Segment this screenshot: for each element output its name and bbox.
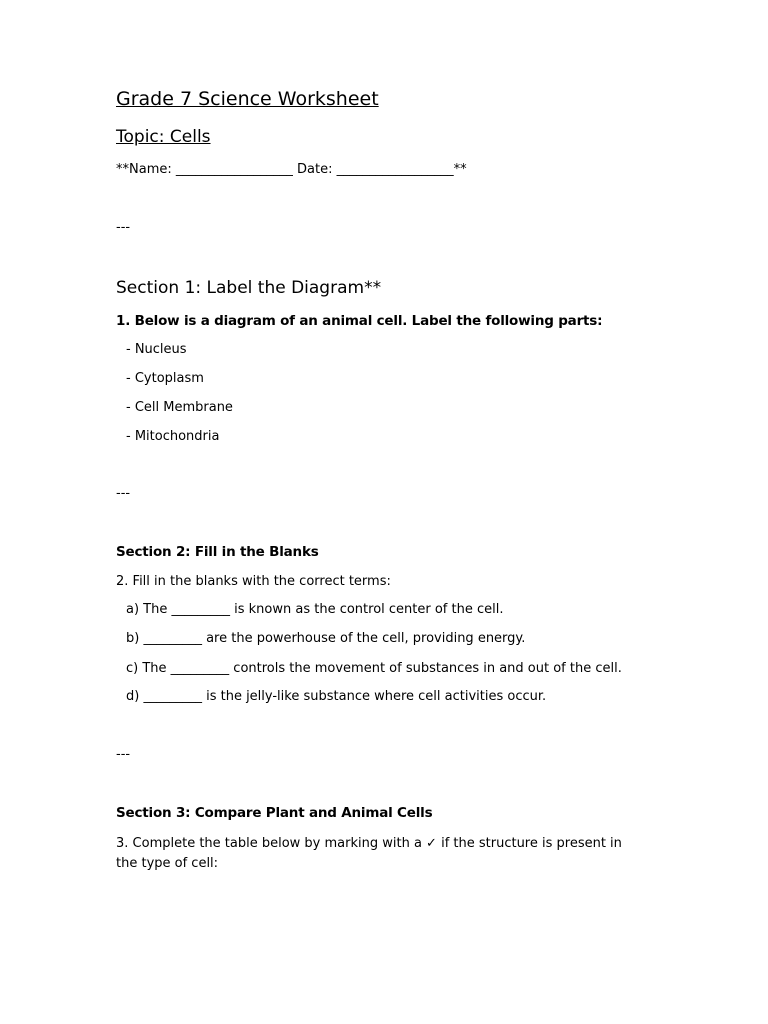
question-1: 1. Below is a diagram of an animal cell. Label the following parts:	[116, 313, 603, 329]
separator: ---	[116, 747, 131, 762]
label-item-mitochondria: - Mitochondria	[126, 429, 220, 444]
fill-blank-a: a) The _________ is known as the control center of the cell.	[126, 602, 504, 617]
fill-blank-b: b) _________ are the powerhouse of the cell, providing energy.	[126, 631, 526, 646]
label-item-cell-membrane: - Cell Membrane	[126, 400, 233, 415]
name-date-line: **Name: __________________ Date: __________________**	[116, 162, 467, 177]
section-1-heading: Section 1: Label the Diagram**	[116, 278, 382, 298]
question-2: 2. Fill in the blanks with the correct terms:	[116, 574, 391, 589]
section-3-heading: Section 3: Compare Plant and Animal Cells	[116, 805, 433, 821]
topic-heading: Topic: Cells	[116, 127, 211, 147]
section-2-heading: Section 2: Fill in the Blanks	[116, 544, 319, 560]
question-3: 3. Complete the table below by marking with a ✓ if the structure is present in the type of cell:	[116, 836, 622, 871]
separator: ---	[116, 486, 131, 501]
label-item-cytoplasm: - Cytoplasm	[126, 371, 204, 386]
label-item-nucleus: - Nucleus	[126, 342, 187, 357]
separator: ---	[116, 220, 131, 235]
worksheet-title: Grade 7 Science Worksheet	[116, 88, 379, 110]
fill-blank-c: c) The _________ controls the movement of substances in and out of the cell.	[126, 661, 622, 676]
fill-blank-d: d) _________ is the jelly-like substance where cell activities occur.	[126, 689, 547, 704]
